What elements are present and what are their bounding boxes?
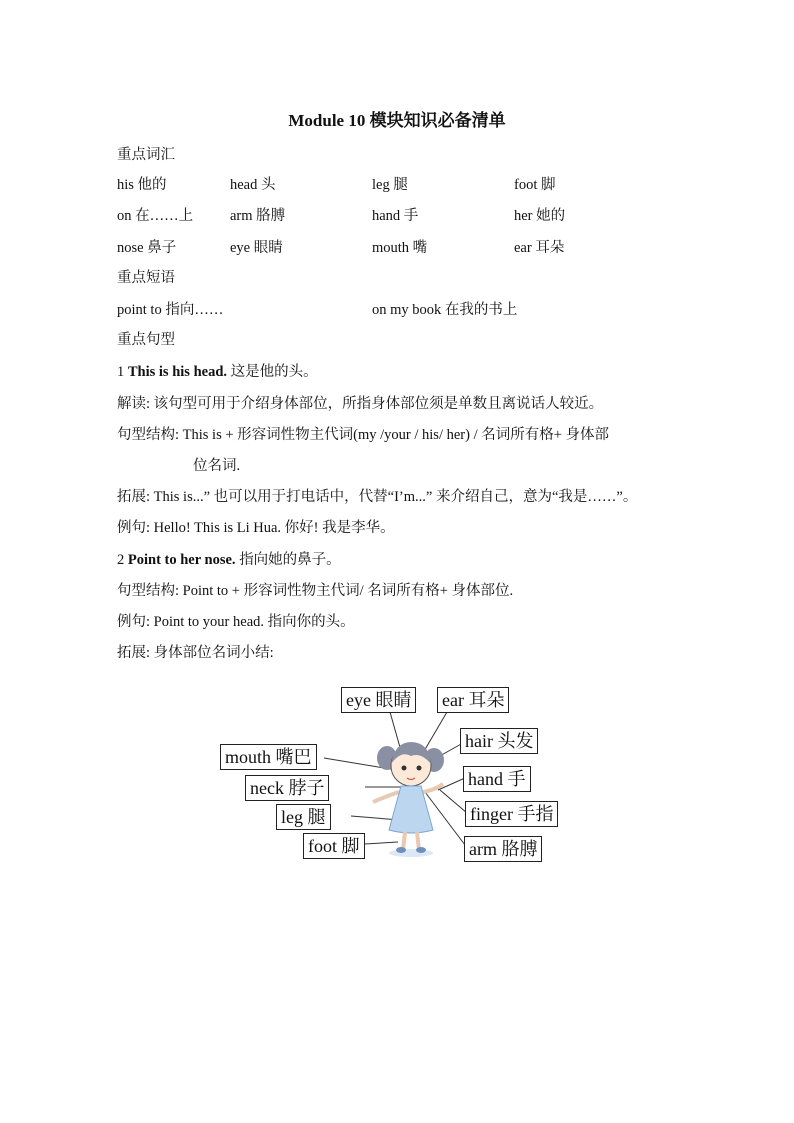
pattern-sentence: This is his head. <box>127 364 228 380</box>
pattern-number: 1 <box>117 364 128 380</box>
vocab-cell: her 她的 <box>514 208 566 224</box>
pattern-2 <box>117 550 341 570</box>
label-finger: finger 手指 <box>465 801 558 827</box>
pattern-translation: 这是他的头。 <box>227 364 318 380</box>
vocab-cell: on 在……上 <box>117 208 194 224</box>
vocab-cell: head 头 <box>230 177 276 193</box>
label-leg: leg 腿 <box>276 804 331 830</box>
pattern-1-explain: 解读: 该句型可用于介绍身体部位，所指身体部位须是单数且离说话人较近。 <box>117 396 604 412</box>
pattern-1-extend: 拓展: This is...” 也可以用于打电话中，代替“I’m...” 来介绍自己，意为“我是……”。 <box>117 489 638 505</box>
label-eye: eye 眼睛 <box>341 687 416 713</box>
body-parts-figure <box>215 680 585 870</box>
phrase-item: point to 指向…… <box>117 302 224 318</box>
pattern-number: 2 <box>117 552 128 568</box>
label-neck: neck 脖子 <box>245 775 329 801</box>
label-arm: arm 胳膊 <box>464 836 542 862</box>
label-mouth: mouth 嘴巴 <box>220 744 317 770</box>
phrase-item: on my book 在我的书上 <box>372 302 518 318</box>
pattern-2-structure: 句型结构: Point to + 形容词性物主代词/ 名词所有格+ 身体部位. <box>117 583 514 599</box>
vocab-cell: nose 鼻子 <box>117 240 177 256</box>
label-ear: ear 耳朵 <box>437 687 509 713</box>
pattern-sentence: Point to her nose. <box>127 552 236 568</box>
vocab-cell: his 他的 <box>117 177 167 193</box>
vocab-heading: 重点词汇 <box>117 147 175 163</box>
pattern-2-extend: 拓展: 身体部位名词小结: <box>117 645 274 661</box>
pattern-1-example: 例句: Hello! This is Li Hua. 你好! 我是李华。 <box>117 520 395 536</box>
pattern-translation: 指向她的鼻子。 <box>235 552 341 568</box>
vocab-cell: ear 耳朵 <box>514 240 565 256</box>
vocab-cell: eye 眼睛 <box>230 240 283 256</box>
page-title: Module 10 模块知识必备清单 <box>288 111 506 130</box>
label-hair: hair 头发 <box>460 728 538 754</box>
label-foot: foot 脚 <box>303 833 365 859</box>
label-hand: hand 手 <box>463 766 531 792</box>
pattern-1-structure: 句型结构: This is + 形容词性物主代词(my /your / his/ her) / 名词所有格+ 身体部 <box>117 427 610 443</box>
pattern-heading: 重点句型 <box>117 332 175 348</box>
pattern-1-structure-cont: 位名词. <box>193 458 241 474</box>
vocab-cell: foot 脚 <box>514 177 556 193</box>
vocab-cell: hand 手 <box>372 208 419 224</box>
phrase-heading: 重点短语 <box>117 270 175 286</box>
vocab-cell: leg 腿 <box>372 177 408 193</box>
vocab-cell: arm 胳膊 <box>230 208 286 224</box>
vocab-cell: mouth 嘴 <box>372 240 428 256</box>
pattern-2-example: 例句: Point to your head. 指向你的头。 <box>117 614 355 630</box>
pattern-1 <box>117 362 318 382</box>
